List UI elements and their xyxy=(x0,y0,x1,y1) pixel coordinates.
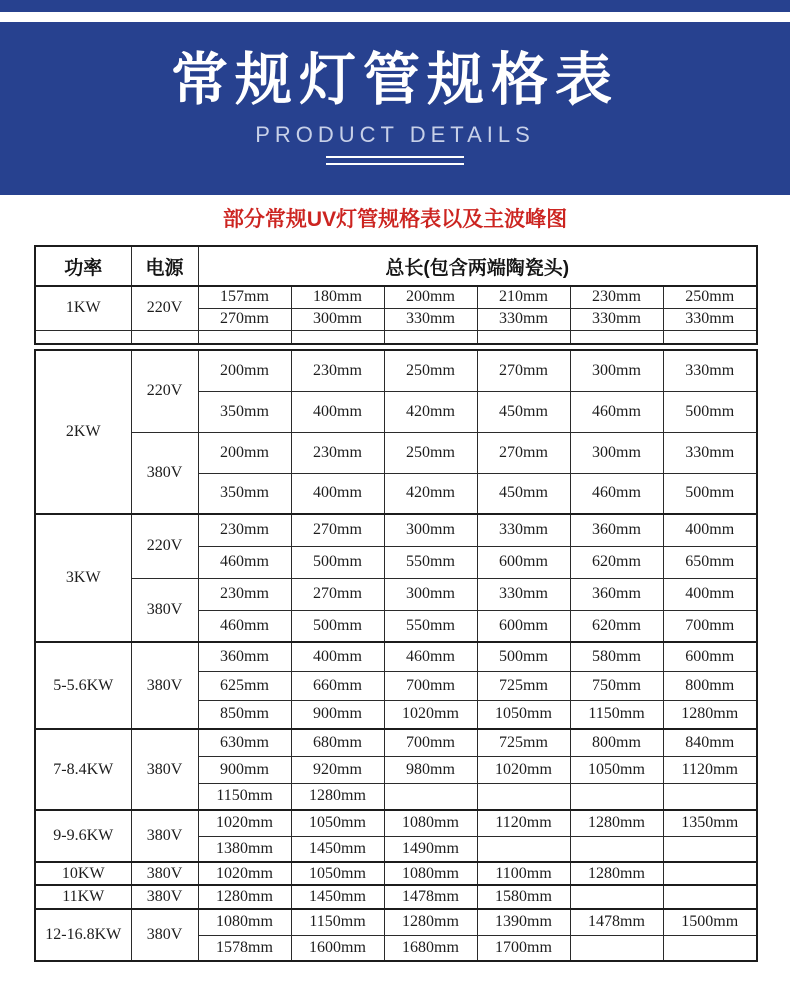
length-cell: 700mm xyxy=(384,729,477,756)
length-cell: 400mm xyxy=(291,391,384,432)
empty-cell xyxy=(198,330,291,344)
length-cell: 230mm xyxy=(198,578,291,610)
header-total-length: 总长(包含两端陶瓷头) xyxy=(198,246,757,286)
voltage-cell: 380V xyxy=(131,578,198,642)
length-cell: 1500mm xyxy=(663,909,757,935)
length-cell: 625mm xyxy=(198,671,291,700)
section-title: 部分常规UV灯管规格表以及主波峰图 xyxy=(222,208,568,231)
length-cell: 1700mm xyxy=(477,935,570,961)
spec-table-area xyxy=(34,245,756,962)
length-cell: 1380mm xyxy=(198,836,291,862)
header-banner xyxy=(0,22,790,195)
length-cell xyxy=(663,935,757,961)
length-cell: 1080mm xyxy=(198,909,291,935)
length-cell: 157mm xyxy=(198,286,291,308)
length-cell: 400mm xyxy=(291,642,384,671)
voltage-cell: 380V xyxy=(131,642,198,729)
length-cell: 330mm xyxy=(663,308,757,330)
length-cell: 1280mm xyxy=(570,862,663,885)
length-cell xyxy=(663,862,757,885)
power-cell: 11KW xyxy=(35,885,131,909)
length-cell: 620mm xyxy=(570,546,663,578)
length-cell: 1280mm xyxy=(291,783,384,810)
voltage-cell: 220V xyxy=(131,514,198,578)
empty-cell xyxy=(477,330,570,344)
table-row xyxy=(35,432,757,473)
table-header-row xyxy=(35,246,757,286)
length-cell: 1680mm xyxy=(384,935,477,961)
table-row xyxy=(35,514,757,546)
length-cell: 980mm xyxy=(384,756,477,783)
power-cell: 1KW xyxy=(35,286,131,330)
length-cell: 330mm xyxy=(477,578,570,610)
length-cell: 1280mm xyxy=(570,810,663,836)
length-cell xyxy=(663,885,757,909)
length-cell: 460mm xyxy=(198,546,291,578)
length-cell xyxy=(570,885,663,909)
power-cell: 5-5.6KW xyxy=(35,642,131,729)
length-cell: 400mm xyxy=(663,578,757,610)
length-cell: 1578mm xyxy=(198,935,291,961)
length-cell: 250mm xyxy=(663,286,757,308)
length-cell: 1580mm xyxy=(477,885,570,909)
length-cell: 360mm xyxy=(570,514,663,546)
length-cell: 1600mm xyxy=(291,935,384,961)
power-cell: 9-9.6KW xyxy=(35,810,131,862)
length-cell: 300mm xyxy=(384,514,477,546)
length-cell xyxy=(570,935,663,961)
length-cell: 350mm xyxy=(198,391,291,432)
length-cell: 500mm xyxy=(663,473,757,514)
length-cell: 850mm xyxy=(198,700,291,729)
length-cell: 840mm xyxy=(663,729,757,756)
length-cell: 1050mm xyxy=(291,862,384,885)
length-cell: 460mm xyxy=(198,610,291,642)
length-cell: 1280mm xyxy=(198,885,291,909)
length-cell: 270mm xyxy=(477,350,570,391)
voltage-cell: 380V xyxy=(131,885,198,909)
length-cell: 680mm xyxy=(291,729,384,756)
length-cell: 300mm xyxy=(570,350,663,391)
length-cell: 600mm xyxy=(477,546,570,578)
length-cell xyxy=(663,836,757,862)
header-voltage: 电源 xyxy=(131,246,198,286)
table-row xyxy=(35,578,757,610)
length-cell: 1350mm xyxy=(663,810,757,836)
voltage-cell: 220V xyxy=(131,286,198,330)
length-cell xyxy=(384,783,477,810)
length-cell xyxy=(477,836,570,862)
table-row xyxy=(35,810,757,836)
length-cell: 400mm xyxy=(663,514,757,546)
length-cell: 900mm xyxy=(291,700,384,729)
length-cell: 620mm xyxy=(570,610,663,642)
length-cell: 460mm xyxy=(384,642,477,671)
length-cell xyxy=(570,836,663,862)
length-cell: 650mm xyxy=(663,546,757,578)
length-cell: 1020mm xyxy=(477,756,570,783)
table-row xyxy=(35,909,757,935)
power-cell: 3KW xyxy=(35,514,131,642)
table-row xyxy=(35,350,757,391)
length-cell: 500mm xyxy=(291,610,384,642)
top-blue-strip xyxy=(0,0,790,12)
length-cell: 1100mm xyxy=(477,862,570,885)
length-cell: 800mm xyxy=(570,729,663,756)
length-cell: 450mm xyxy=(477,473,570,514)
length-cell: 300mm xyxy=(291,308,384,330)
length-cell: 300mm xyxy=(384,578,477,610)
voltage-cell: 380V xyxy=(131,909,198,961)
length-cell: 350mm xyxy=(198,473,291,514)
length-cell: 1120mm xyxy=(663,756,757,783)
empty-cell xyxy=(131,330,198,344)
length-cell: 1450mm xyxy=(291,836,384,862)
length-cell: 420mm xyxy=(384,473,477,514)
empty-cell xyxy=(35,330,131,344)
voltage-cell: 380V xyxy=(131,810,198,862)
length-cell: 600mm xyxy=(663,642,757,671)
length-cell: 725mm xyxy=(477,729,570,756)
length-cell: 550mm xyxy=(384,610,477,642)
length-cell: 550mm xyxy=(384,546,477,578)
empty-cell xyxy=(291,330,384,344)
length-cell: 1050mm xyxy=(291,810,384,836)
empty-cell xyxy=(663,330,757,344)
length-cell: 330mm xyxy=(570,308,663,330)
length-cell: 1280mm xyxy=(663,700,757,729)
length-cell: 250mm xyxy=(384,432,477,473)
double-underline-decoration xyxy=(326,156,464,165)
length-cell: 1080mm xyxy=(384,862,477,885)
length-cell: 1478mm xyxy=(570,909,663,935)
length-cell: 270mm xyxy=(198,308,291,330)
length-cell: 1450mm xyxy=(291,885,384,909)
length-cell: 180mm xyxy=(291,286,384,308)
length-cell: 500mm xyxy=(477,642,570,671)
length-cell: 330mm xyxy=(384,308,477,330)
length-cell: 300mm xyxy=(570,432,663,473)
length-cell: 460mm xyxy=(570,473,663,514)
length-cell: 360mm xyxy=(570,578,663,610)
length-cell: 250mm xyxy=(384,350,477,391)
spec-table-top xyxy=(34,245,758,345)
voltage-cell: 220V xyxy=(131,350,198,432)
length-cell: 270mm xyxy=(291,514,384,546)
length-cell: 1150mm xyxy=(291,909,384,935)
length-cell: 450mm xyxy=(477,391,570,432)
length-cell: 230mm xyxy=(570,286,663,308)
header-power: 功率 xyxy=(35,246,131,286)
length-cell: 1020mm xyxy=(198,862,291,885)
length-cell: 1390mm xyxy=(477,909,570,935)
page-subtitle: PRODUCT DETAILS xyxy=(255,122,535,147)
length-cell: 360mm xyxy=(198,642,291,671)
length-cell: 1150mm xyxy=(198,783,291,810)
empty-spacer-row xyxy=(35,330,757,344)
length-cell: 1020mm xyxy=(198,810,291,836)
length-cell: 230mm xyxy=(198,514,291,546)
length-cell: 200mm xyxy=(198,432,291,473)
length-cell: 400mm xyxy=(291,473,384,514)
length-cell: 230mm xyxy=(291,432,384,473)
table-row xyxy=(35,286,757,308)
power-cell: 12-16.8KW xyxy=(35,909,131,961)
voltage-cell: 380V xyxy=(131,432,198,514)
length-cell: 1020mm xyxy=(384,700,477,729)
length-cell: 200mm xyxy=(384,286,477,308)
length-cell: 920mm xyxy=(291,756,384,783)
length-cell: 1080mm xyxy=(384,810,477,836)
length-cell: 500mm xyxy=(663,391,757,432)
length-cell xyxy=(570,783,663,810)
length-cell: 660mm xyxy=(291,671,384,700)
length-cell: 330mm xyxy=(477,514,570,546)
length-cell: 230mm xyxy=(291,350,384,391)
length-cell: 580mm xyxy=(570,642,663,671)
length-cell: 330mm xyxy=(477,308,570,330)
length-cell: 270mm xyxy=(291,578,384,610)
length-cell: 750mm xyxy=(570,671,663,700)
table-row xyxy=(35,729,757,756)
length-cell: 330mm xyxy=(663,350,757,391)
power-cell: 2KW xyxy=(35,350,131,514)
length-cell: 1150mm xyxy=(570,700,663,729)
length-cell xyxy=(663,783,757,810)
power-cell: 10KW xyxy=(35,862,131,885)
length-cell: 500mm xyxy=(291,546,384,578)
page-title: 常规灯管规格表 xyxy=(171,48,619,112)
voltage-cell: 380V xyxy=(131,729,198,810)
length-cell: 800mm xyxy=(663,671,757,700)
length-cell: 460mm xyxy=(570,391,663,432)
length-cell: 600mm xyxy=(477,610,570,642)
length-cell: 900mm xyxy=(198,756,291,783)
table-row xyxy=(35,642,757,671)
empty-cell xyxy=(384,330,477,344)
length-cell: 200mm xyxy=(198,350,291,391)
voltage-cell: 380V xyxy=(131,862,198,885)
power-cell: 7-8.4KW xyxy=(35,729,131,810)
empty-cell xyxy=(570,330,663,344)
length-cell: 1050mm xyxy=(477,700,570,729)
length-cell: 1490mm xyxy=(384,836,477,862)
spec-table-main xyxy=(34,349,758,962)
length-cell: 1120mm xyxy=(477,810,570,836)
length-cell xyxy=(477,783,570,810)
length-cell: 700mm xyxy=(663,610,757,642)
length-cell: 1280mm xyxy=(384,909,477,935)
table-row xyxy=(35,885,757,909)
length-cell: 270mm xyxy=(477,432,570,473)
length-cell: 630mm xyxy=(198,729,291,756)
length-cell: 420mm xyxy=(384,391,477,432)
length-cell: 210mm xyxy=(477,286,570,308)
length-cell: 1478mm xyxy=(384,885,477,909)
table-row xyxy=(35,862,757,885)
length-cell: 1050mm xyxy=(570,756,663,783)
length-cell: 700mm xyxy=(384,671,477,700)
length-cell: 330mm xyxy=(663,432,757,473)
length-cell: 725mm xyxy=(477,671,570,700)
